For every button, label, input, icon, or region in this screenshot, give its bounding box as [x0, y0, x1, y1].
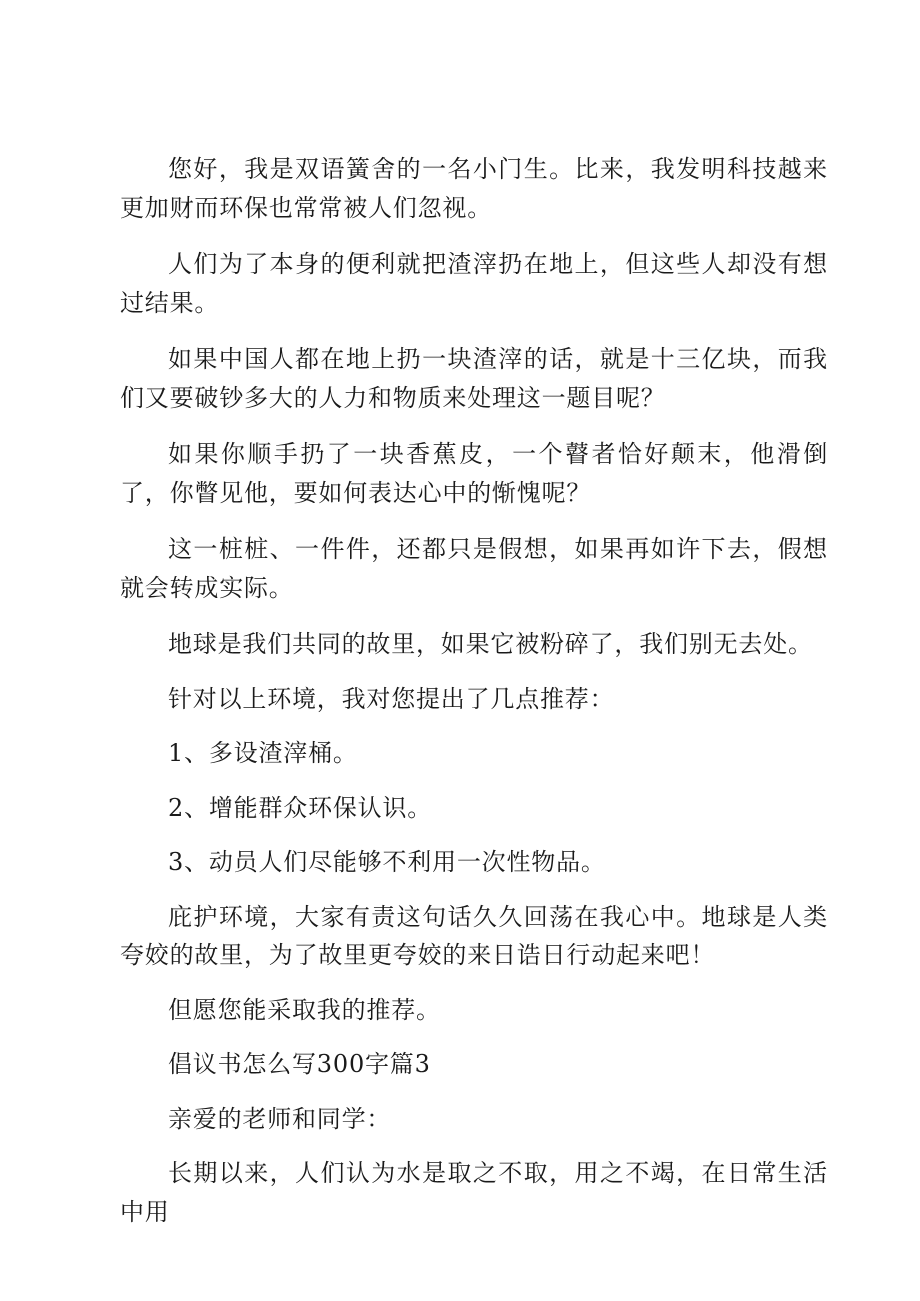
salutation: 亲爱的老师和同学： [168, 1104, 392, 1133]
paragraph-hypothesis: 这一桩桩、一件件，还都只是假想，如果再如许下去，假想就会转成实际。 [120, 535, 828, 602]
document-body [120, 150, 828, 1231]
suggestion-item-3: 3、动员人们尽能够不利用一次性物品。 [168, 848, 606, 876]
paragraph-greeting: 您好，我是双语簧舍的一名小门生。比来，我发明科技越来更加财而环保也常常被人们忽视。 [120, 155, 828, 222]
paragraph-closing-wish: 但愿您能采取我的推荐。 [168, 995, 441, 1024]
paragraph-litter-habit: 人们为了本身的便利就把渣滓扔在地上，但这些人却没有想过结果。 [120, 250, 828, 317]
paragraph-suggestions-intro: 针对以上环境，我对您提出了几点推荐： [168, 684, 615, 713]
paragraph-banana-peel: 如果你顺手扔了一块香蕉皮，一个瞽者恰好颠末，他滑倒了，你瞥见他，要如何表达心中的惭愧呢？ [120, 440, 828, 507]
suggestion-item-2: 2、增能群众环保认识。 [168, 793, 433, 822]
paragraph-litter-scale: 如果中国人都在地上扔一块渣滓的话，就是十三亿块，而我们又要破钞多大的人力和物质来处理这一题目呢？ [120, 345, 828, 412]
paragraph-home-earth: 地球是我们共同的故里，如果它被粉碎了，我们别无去处。 [168, 630, 813, 658]
paragraph-protect-environment: 庇护环境，大家有责这句话久久回荡在我心中。地球是人类夸姣的故里，为了故里更夸姣的来日诰日行动起来吧！ [120, 902, 828, 969]
paragraph-water-intro: 长期以来，人们认为水是取之不取，用之不竭，在日常生活中用 [120, 1159, 828, 1226]
section-heading: 倡议书怎么写300字篇3 [168, 1050, 431, 1078]
suggestion-item-1: 1、多设渣滓桶。 [168, 739, 358, 767]
